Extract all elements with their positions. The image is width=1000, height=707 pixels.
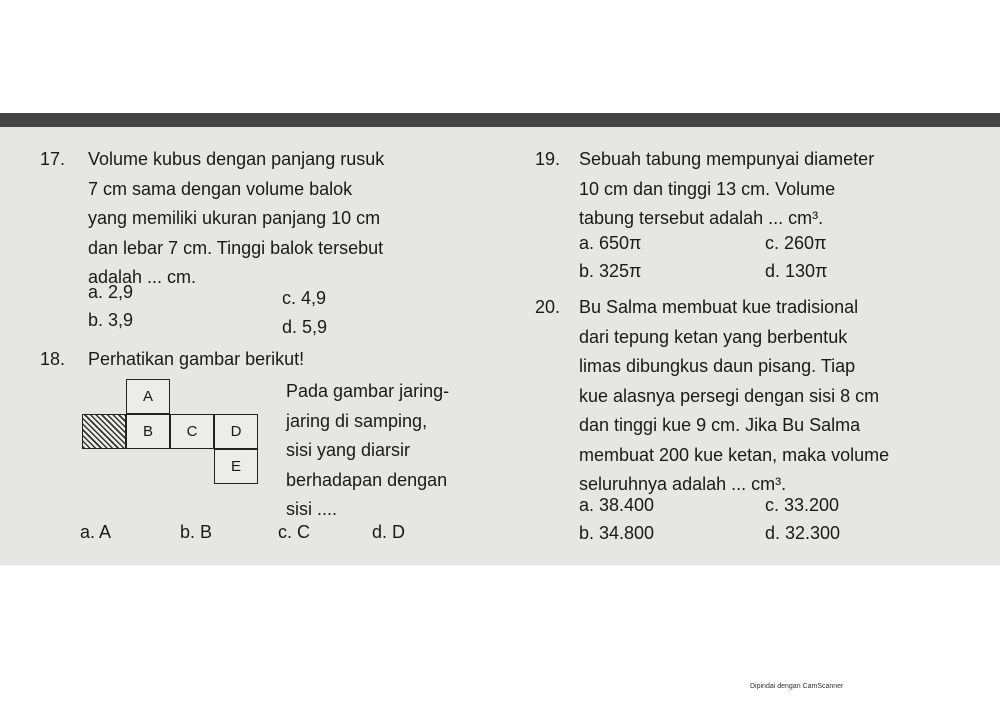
question-number: 20. [535,297,561,317]
question-line: tabung tersebut adalah ... cm³. [579,208,824,228]
option-d[interactable]: d. 130π [765,261,828,281]
option-c[interactable]: c. 33.200 [765,495,840,515]
question-line: sisi .... [286,499,338,519]
question-intro: Perhatikan gambar berikut! [88,349,305,369]
question-line: adalah ... cm. [88,267,197,287]
question-line: limas dibungkus daun pisang. Tiap [579,356,856,376]
scan-top-edge [0,113,1000,127]
question-18-text [286,377,506,525]
option-a[interactable]: a. 2,9 [88,282,134,302]
option-c[interactable]: c. C [278,522,311,542]
option-c[interactable]: c. 4,9 [282,288,327,308]
question-line: dari tepung ketan yang berbentuk [579,326,848,347]
net-face-a: A [126,379,170,414]
option-d[interactable]: d. 32.300 [765,523,841,543]
option-b[interactable]: b. 325π [579,261,642,281]
net-face-c: C [170,414,214,449]
net-face-b: B [126,414,170,449]
question-line: Bu Salma membuat kue tradisional [579,297,859,317]
option-a[interactable]: a. 650π [579,233,642,253]
question-line: 10 cm dan tinggi 13 cm. Volume [579,178,836,199]
question-line: seluruhnya adalah ... cm³. [579,474,787,494]
question-line: Volume kubus dengan panjang rusuk [88,149,385,169]
question-line: dan lebar 7 cm. Tinggi balok tersebut [88,237,384,258]
question-line: membuat 200 kue ketan, maka volume [579,444,890,465]
net-face-e: E [214,449,258,484]
option-d[interactable]: d. D [372,522,406,542]
question-line: Pada gambar jaring- [286,381,450,401]
question-line: 7 cm sama dengan volume balok [88,178,353,199]
question-line: dan tinggi kue 9 cm. Jika Bu Salma [579,415,861,435]
question-line: Sebuah tabung mempunyai diameter [579,149,875,169]
option-c[interactable]: c. 260π [765,233,827,253]
question-line: kue alasnya persegi dengan sisi 8 cm [579,385,880,406]
option-b[interactable]: b. 34.800 [579,523,655,543]
option-b[interactable]: b. B [180,522,213,542]
question-number: 17. [40,149,66,169]
question-number: 18. [40,349,66,369]
question-line: yang memiliki ukuran panjang 10 cm [88,208,381,228]
question-number: 19. [535,149,561,169]
net-face-d: D [214,414,258,449]
scanner-watermark: Dipindai dengan CamScanner [750,683,844,690]
question-line: jaring di samping, [286,410,428,431]
question-line: berhadapan dengan [286,469,448,490]
option-a[interactable]: a. A [80,522,112,542]
option-d[interactable]: d. 5,9 [282,317,328,337]
question-line: sisi yang diarsir [286,440,411,460]
scanned-page [0,113,1000,565]
net-face-shaded [82,414,126,449]
option-a[interactable]: a. 38.400 [579,495,655,515]
option-b[interactable]: b. 3,9 [88,310,134,330]
